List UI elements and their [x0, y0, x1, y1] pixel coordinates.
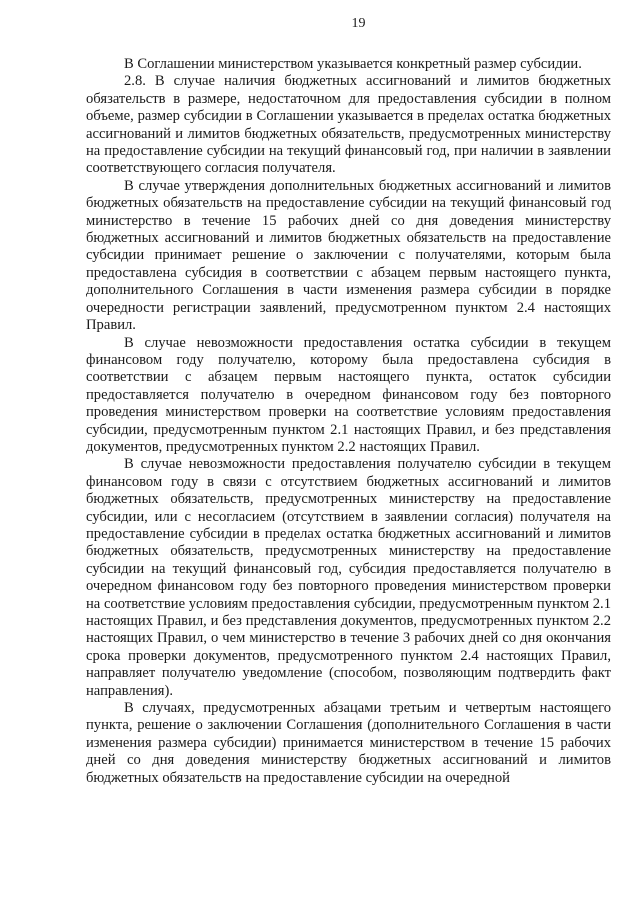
page-number: 19: [351, 16, 366, 31]
paragraph-6: В случаях, предусмотренных абзацами третьим и четвертым настоящего пункта, решение о заключении Соглашения (дополнительного Соглашения в части изменения размера субсидии) принимается министерством в течение 15 рабочих дней со дня доведения министерству бюджетных ассигнований и лимитов бюджетных обязательств на предоставление субсидии на очередной: [86, 700, 611, 786]
paragraph-4: В случае невозможности предоставления остатка субсидии в текущем финансовом году получателю, которому была предоставлена субсидия в соответствии с абзацем первым настоящего пункта, остаток субсидии предоставляется получателю в очередном финансовом году без повторного проведения министерством проверки на соответствие условиям предоставления субсидии, предусмотренным пунктом 2.1 настоящих Правил, и без представления документов, предусмотренных пунктом 2.2 настоящих Правил.: [86, 334, 611, 455]
paragraph-5: В случае невозможности предоставления получателю субсидии в текущем финансовом году в связи с отсутствием бюджетных ассигнований и лимитов бюджетных обязательств, предусмотренных министерству на предоставление субсидии, или с несогласием (отсутствием в заявлении согласия) получателя на предоставление субсидии в пределах остатка бюджетных ассигнований и лимитов бюджетных обязательств, предусмотренных министерству на предоставление субсидии на текущий финансовый год, субсидия предоставляется получателю в очередном финансовом году без повторного проведения министерством проверки на соответствие условиям предоставления субсидии, предусмотренным пунктом 2.1 настоящих Правил, и без представления документов, предусмотренных пунктом 2.2 настоящих Правил, о чем министерство в течение 3 рабочих дней со дня окончания срока проверки документов, предусмотренного пунктом 2.4 настоящих Правил, направляет получателю уведомление (способом, позволяющим подтвердить факт направления).: [86, 456, 611, 699]
paragraph-3: В случае утверждения дополнительных бюджетных ассигнований и лимитов бюджетных обязательств на предоставление субсидии на текущий финансовый год министерство в течение 15 рабочих дней со дня доведения министерству бюджетных ассигнований и лимитов бюджетных обязательств на предоставление субсидии принимает решение о заключении с получателями, которым была предоставлена субсидия в соответствии с абзацем первым настоящего пункта, дополнительного Соглашения в части изменения размера субсидии в порядке очередности регистрации заявлений, предусмотренном пунктом 2.4 настоящих Правил.: [86, 177, 611, 334]
document-body: [86, 56, 611, 787]
paragraph-1: В Соглашении министерством указывается конкретный размер субсидии.: [124, 56, 582, 72]
paragraph-2: 2.8. В случае наличия бюджетных ассигнований и лимитов бюджетных обязательств в размере, недостаточном для предоставления субсидии в полном объеме, размер субсидии в Соглашении указывается в пределах остатка бюджетных ассигнований и лимитов бюджетных обязательств, предусмотренных министерству на предоставление субсидии на текущий финансовый год, при наличии в заявлении соответствующего согласия получателя.: [86, 73, 611, 177]
